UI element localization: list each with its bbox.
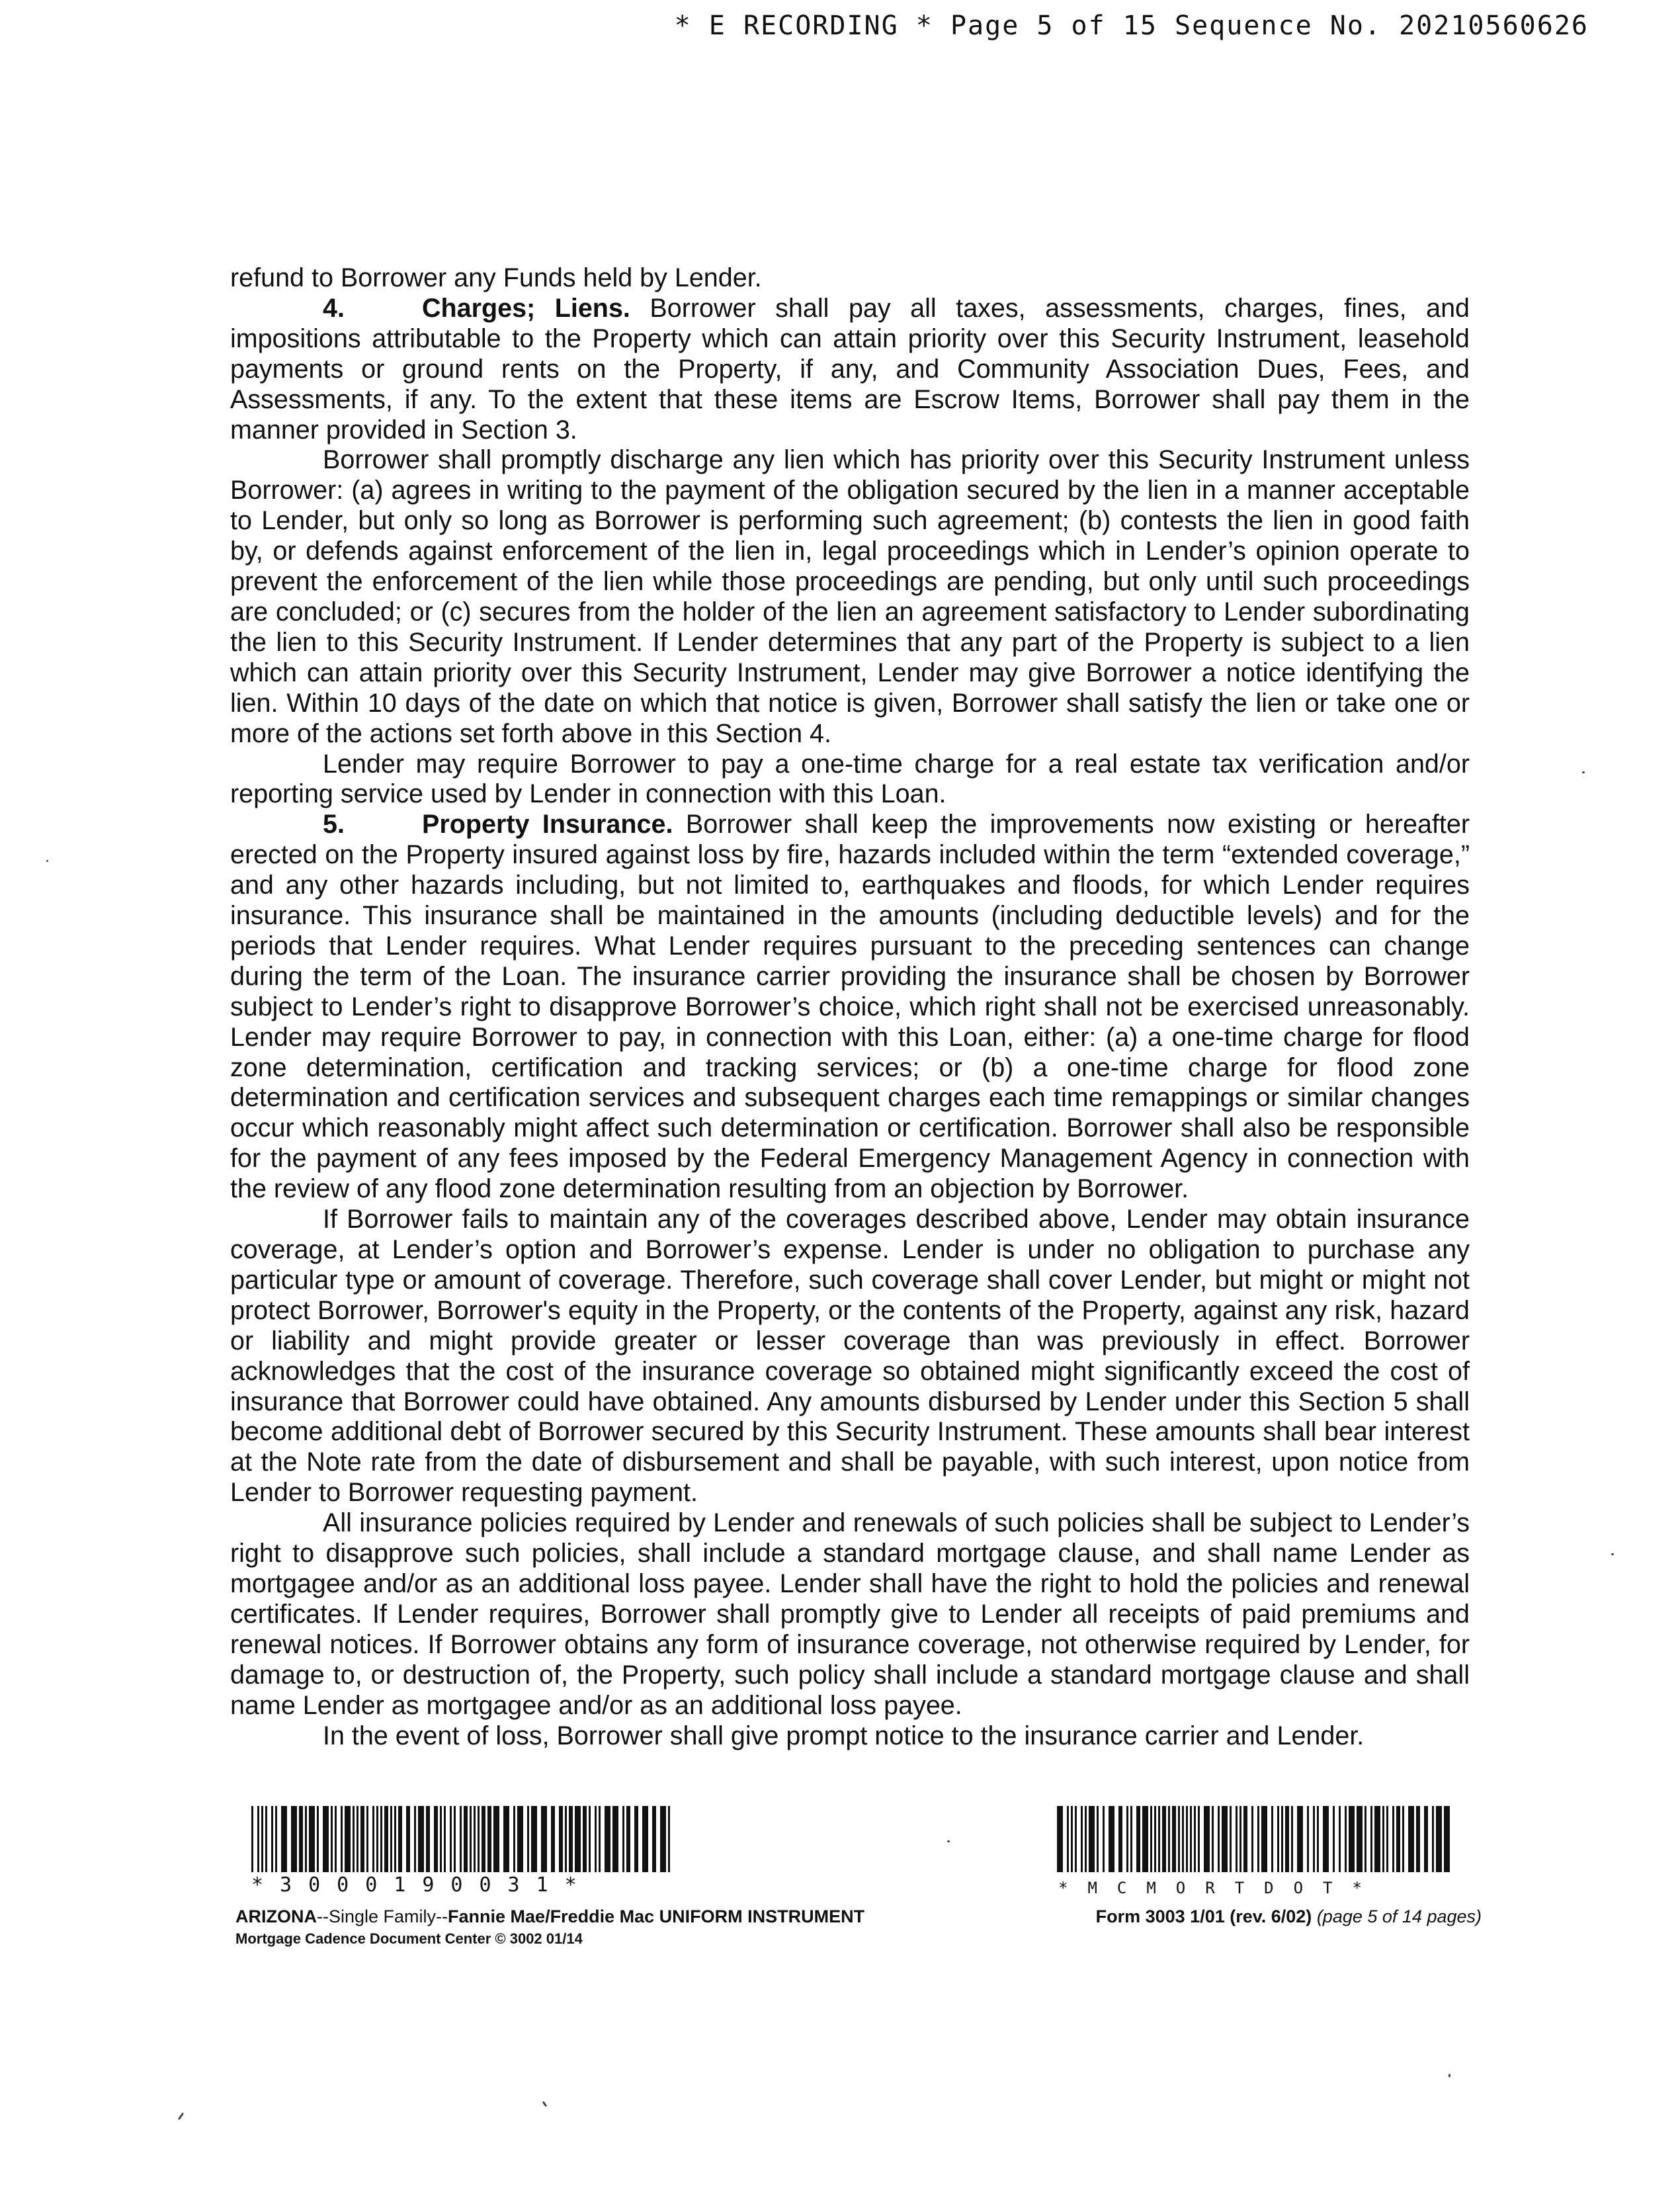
barcode-bar xyxy=(265,1806,267,1872)
barcode-bar xyxy=(341,1806,343,1872)
instrument-title xyxy=(235,1907,864,1927)
barcode-bar xyxy=(1444,1806,1450,1872)
barcode-bar xyxy=(376,1806,378,1872)
barcode-bar xyxy=(1271,1806,1273,1872)
scan-speck xyxy=(1582,771,1585,773)
barcode-bar xyxy=(1313,1806,1315,1872)
barcode-bar xyxy=(291,1806,297,1872)
barcode-bar xyxy=(1150,1806,1152,1872)
barcode-bar xyxy=(487,1806,491,1872)
barcode-bar xyxy=(1218,1806,1220,1872)
barcode-bar xyxy=(1162,1806,1166,1872)
section-4-paragraph-1 xyxy=(230,294,1470,446)
barcode-bar xyxy=(1396,1806,1400,1872)
loan-barcode-text: *3000190031* xyxy=(251,1873,593,1897)
section-4-text: Borrower shall pay all taxes, assessments, charges, fines, and impositions attributable to the Property which can attain priority over this Security Instrument, leasehold payments or ground rents on the Property, if any, and Community Association Dues, Fees, and Assessments, if any. To the extent that these items are Escrow Items, Borrower shall pay them in the manner provided in Section 3. xyxy=(230,293,1470,445)
barcode-bar xyxy=(1178,1806,1180,1872)
barcode-bar xyxy=(660,1806,666,1872)
barcode-bar xyxy=(531,1806,537,1872)
barcode-bar xyxy=(1198,1806,1200,1872)
barcode-bar xyxy=(1261,1806,1267,1872)
barcode-bar xyxy=(1067,1806,1069,1872)
barcode-bar xyxy=(575,1806,581,1872)
barcode-bar xyxy=(1277,1806,1279,1872)
barcode-bar xyxy=(513,1806,515,1872)
scan-speck xyxy=(947,1840,950,1842)
barcode-bar xyxy=(612,1806,618,1872)
barcode-bar xyxy=(384,1806,388,1872)
paragraph-refund: refund to Borrower any Funds held by Lender. xyxy=(230,263,762,292)
barcode-bar xyxy=(1172,1806,1176,1872)
barcode-bar xyxy=(1126,1806,1128,1872)
barcode-bar xyxy=(599,1806,601,1872)
barcode-bar xyxy=(1130,1806,1132,1872)
scan-speck xyxy=(542,2101,548,2107)
barcode-bar xyxy=(503,1806,509,1872)
barcode-bar xyxy=(1204,1806,1210,1872)
barcode-bar xyxy=(426,1806,430,1872)
barcode-bar xyxy=(517,1806,523,1872)
barcode-bar xyxy=(1408,1806,1414,1872)
barcode-bar xyxy=(1118,1806,1122,1872)
barcode-bar xyxy=(309,1806,315,1872)
barcode-bar xyxy=(1081,1806,1083,1872)
barcode-bar xyxy=(1323,1806,1329,1872)
barcode-bar xyxy=(418,1806,424,1872)
barcode-bar xyxy=(1281,1806,1283,1872)
instrument-name: Fannie Mae/Freddie Mac UNIFORM INSTRUMENT xyxy=(448,1907,865,1926)
barcode-bar xyxy=(1236,1806,1238,1872)
barcode-bar xyxy=(1357,1806,1363,1872)
barcode-bar xyxy=(271,1806,273,1872)
page-count: (page 5 of 14 pages) xyxy=(1312,1907,1482,1926)
recording-header: * E RECORDING * Page 5 of 15 Sequence No. 20210560626 xyxy=(674,11,1589,41)
section-4-title: Charges; Liens. xyxy=(422,293,630,323)
barcode-bar xyxy=(1190,1806,1192,1872)
document-body xyxy=(230,263,1470,1751)
barcode-bar xyxy=(398,1806,402,1872)
barcode-bar xyxy=(1109,1806,1114,1872)
barcode-bar xyxy=(464,1806,468,1872)
loan-barcode-bars xyxy=(251,1806,675,1872)
barcode-bar xyxy=(622,1806,624,1872)
scan-speck xyxy=(1449,2074,1450,2077)
barcode-bar xyxy=(626,1806,630,1872)
barcode-bar xyxy=(257,1806,259,1872)
barcode-bar xyxy=(569,1806,573,1872)
state-name: ARIZONA xyxy=(235,1907,317,1926)
barcode-bar xyxy=(1097,1806,1099,1872)
barcode-bar xyxy=(1402,1806,1404,1872)
barcode-bar xyxy=(1365,1806,1366,1872)
barcode-bar xyxy=(1291,1806,1293,1872)
form-id: Form 3003 1/01 (rev. 6/02) xyxy=(1095,1907,1312,1926)
barcode-bar xyxy=(1436,1806,1442,1872)
barcode-bar xyxy=(1339,1806,1341,1872)
barcode-bar xyxy=(668,1806,670,1872)
barcode-bar xyxy=(478,1806,480,1872)
barcode-bar xyxy=(434,1806,438,1872)
barcode-bar xyxy=(251,1806,253,1872)
form-number xyxy=(1096,1907,1482,1927)
section-4-number: 4. xyxy=(323,293,345,323)
barcode-bar xyxy=(527,1806,529,1872)
barcode-bar xyxy=(1424,1806,1428,1872)
barcode-bar xyxy=(1257,1806,1259,1872)
form-barcode-text: *MCMORTDOT* xyxy=(1058,1879,1382,1897)
barcode-bar xyxy=(1186,1806,1188,1872)
form-barcode xyxy=(1057,1806,1452,1872)
barcode-bar xyxy=(275,1806,277,1872)
barcode-bar xyxy=(1251,1806,1253,1872)
barcode-bar xyxy=(1158,1806,1160,1872)
barcode-bar xyxy=(317,1806,319,1872)
barcode-bar xyxy=(1317,1806,1319,1872)
barcode-bar xyxy=(460,1806,462,1872)
barcode-bar xyxy=(559,1806,563,1872)
barcode-bar xyxy=(1168,1806,1170,1872)
barcode-bar xyxy=(565,1806,567,1872)
barcode-bar xyxy=(1382,1806,1384,1872)
barcode-bar xyxy=(1142,1806,1148,1872)
barcode-bar xyxy=(1416,1806,1420,1872)
barcode-bar xyxy=(353,1806,355,1872)
barcode-bar xyxy=(335,1806,337,1872)
barcode-bar xyxy=(642,1806,648,1872)
barcode-bar xyxy=(345,1806,351,1872)
scan-speck xyxy=(1611,1553,1614,1555)
barcode-bar xyxy=(380,1806,382,1872)
barcode-bar xyxy=(1345,1806,1347,1872)
barcode-bar xyxy=(583,1806,587,1872)
scan-speck xyxy=(46,860,48,862)
barcode-bar xyxy=(1432,1806,1434,1872)
section-5-number: 5. xyxy=(323,810,345,839)
barcode-bar xyxy=(281,1806,287,1872)
barcode-bar xyxy=(360,1806,364,1872)
barcode-bar xyxy=(1154,1806,1156,1872)
loan-barcode xyxy=(251,1806,675,1872)
barcode-bar xyxy=(414,1806,416,1872)
section-5-paragraph-4: In the event of loss, Borrower shall give prompt notice to the insurance carrier and Lender. xyxy=(323,1721,1365,1750)
barcode-bar xyxy=(390,1806,392,1872)
barcode-bar xyxy=(1212,1806,1214,1872)
barcode-bar xyxy=(299,1806,303,1872)
barcode-bar xyxy=(1239,1806,1241,1872)
barcode-bar xyxy=(406,1806,410,1872)
barcode-bar xyxy=(652,1806,656,1872)
barcode-bar xyxy=(1243,1806,1247,1872)
barcode-bar xyxy=(261,1806,263,1872)
barcode-bar xyxy=(482,1806,485,1872)
barcode-bar xyxy=(1057,1806,1063,1872)
barcode-bar xyxy=(1089,1806,1095,1872)
barcode-bar xyxy=(1222,1806,1228,1872)
scan-speck xyxy=(178,2112,184,2120)
barcode-bar xyxy=(440,1806,442,1872)
barcode-bar xyxy=(331,1806,333,1872)
barcode-bar xyxy=(595,1806,597,1872)
family-type: --Single Family-- xyxy=(317,1907,448,1926)
barcode-bar xyxy=(551,1806,555,1872)
barcode-bar xyxy=(1392,1806,1394,1872)
barcode-bar xyxy=(323,1806,329,1872)
section-5-paragraph-1 xyxy=(230,810,1470,1205)
barcode-bar xyxy=(1307,1806,1309,1872)
barcode-bar xyxy=(1349,1806,1355,1872)
barcode-bar xyxy=(366,1806,368,1872)
section-5-paragraph-3: All insurance policies required by Lender and renewals of such policies shall be subject to Lender’s right to disapprove such policies, shall include a standard mortgage clause, and shall name Lender as mortgagee and/or as an additional loss payee. Lender shall have the right to hold the policies and renewal certificates. If Lender requires, Borrower shall promptly give to Lender all receipts of paid premiums and renewal notices. If Borrower obtains any form of insurance coverage, not otherwise required by Lender, for damage to, or destruction of, the Property, such policy shall include a standard mortgage clause and shall name Lender as mortgagee and/or as an additional loss payee. xyxy=(230,1508,1470,1720)
barcode-bar xyxy=(1075,1806,1077,1872)
barcode-bar xyxy=(605,1806,610,1872)
form-barcode-bars xyxy=(1057,1806,1452,1872)
barcode-bar xyxy=(1194,1806,1196,1872)
section-4-paragraph-3: Lender may require Borrower to pay a one-time charge for a real estate tax verification and/or reporting service used by Lender in connection with this Loan. xyxy=(230,749,1470,809)
barcode-bar xyxy=(1071,1806,1073,1872)
barcode-bar xyxy=(1285,1806,1289,1872)
barcode-bar xyxy=(1374,1806,1380,1872)
barcode-bar xyxy=(394,1806,396,1872)
section-5-paragraph-2: If Borrower fails to maintain any of the coverages described above, Lender may obtain insurance coverage, at Lender’s option and Borrower’s expense. Lender is under no obligation to purchase any particular type or amount of coverage. Therefore, such coverage shall cover Lender, but might or might not protect Borrower, Borrower's equity in the Property, or the contents of the Property, against any risk, hazard or liability and might provide greater or lesser coverage than was previously in effect. Borrower acknowledges that the cost of the insurance coverage so obtained might significantly exceed the cost of insurance that Borrower could have obtained. Any amounts disbursed by Lender under this Section 5 shall become additional debt of Borrower secured by this Security Instrument. These amounts shall bear interest at the Note rate from the date of disbursement and shall be payable, with such interest, upon notice from Lender to Borrower requesting payment. xyxy=(230,1205,1470,1508)
section-5-title: Property Insurance. xyxy=(422,810,673,839)
barcode-bar xyxy=(357,1806,358,1872)
barcode-bar xyxy=(474,1806,476,1872)
document-center-line: Mortgage Cadence Document Center © 3002 01/14 xyxy=(235,1930,583,1947)
barcode-bar xyxy=(1103,1806,1105,1872)
barcode-bar xyxy=(454,1806,456,1872)
barcode-bar xyxy=(634,1806,638,1872)
barcode-bar xyxy=(1370,1806,1372,1872)
section-4-paragraph-2: Borrower shall promptly discharge any lien which has priority over this Security Instrument unless Borrower: (a) agrees in writing to the payment of the obligation secured by the lien in a manner acceptable to Lender, but only so long as Borrower is performing such agreement; (b) contests the lien in good faith by, or defends against enforcement of the lien in, legal proceedings which in Lender’s opinion operate to prevent the enforcement of the lien while those proceedings are pending, but only until such proceedings are concluded; or (c) secures from the holder of the lien an agreement satisfactory to Lender subordinating the lien to this Security Instrument. If Lender determines that any part of the Property is subject to a lien which can attain priority over this Security Instrument, Lender may give Borrower a notice identifying the lien. Within 10 days of the date on which that notice is given, Borrower shall satisfy the lien or take one or more of the actions set forth above in this Section 4. xyxy=(230,445,1470,748)
barcode-bar xyxy=(470,1806,472,1872)
barcode-bar xyxy=(589,1806,591,1872)
barcode-bar xyxy=(372,1806,374,1872)
barcode-bar xyxy=(1230,1806,1232,1872)
barcode-bar xyxy=(1136,1806,1140,1872)
barcode-bar xyxy=(1085,1806,1087,1872)
section-5-text: Borrower shall keep the improvements now existing or hereafter erected on the Property insured against loss by fire, hazards included within the term “extended coverage,” and any other hazards including, but not limited to, earthquakes and floods, for which Lender requires insurance. This insurance shall be maintained in the amounts (including deductible levels) and for the periods that Lender requires. What Lender requires pursuant to the preceding sentences can change during the term of the Loan. The insurance carrier providing the insurance shall be chosen by Borrower subject to Lender’s right to disapprove Borrower’s choice, which right shall not be exercised unreasonably. Lender may require Borrower to pay, in connection with this Loan, either: (a) a one-time charge for flood zone determination, certification and tracking services; or (b) a one-time charge for flood zone determination and certification services and subsequent charges each time remappings or similar changes occur which reasonably might affect such determination or certification. Borrower shall also be responsible for the payment of any fees imposed by the Federal Emergency Management Agency in connection with the review of any flood zone determination resulting from an objection by Borrower. xyxy=(230,810,1470,1204)
barcode-bar xyxy=(1182,1806,1184,1872)
barcode-bar xyxy=(1333,1806,1335,1872)
barcode-bar xyxy=(541,1806,547,1872)
barcode-bar xyxy=(450,1806,452,1872)
barcode-bar xyxy=(1386,1806,1388,1872)
barcode-bar xyxy=(493,1806,499,1872)
barcode-bar xyxy=(444,1806,446,1872)
barcode-bar xyxy=(305,1806,307,1872)
barcode-bar xyxy=(1297,1806,1303,1872)
